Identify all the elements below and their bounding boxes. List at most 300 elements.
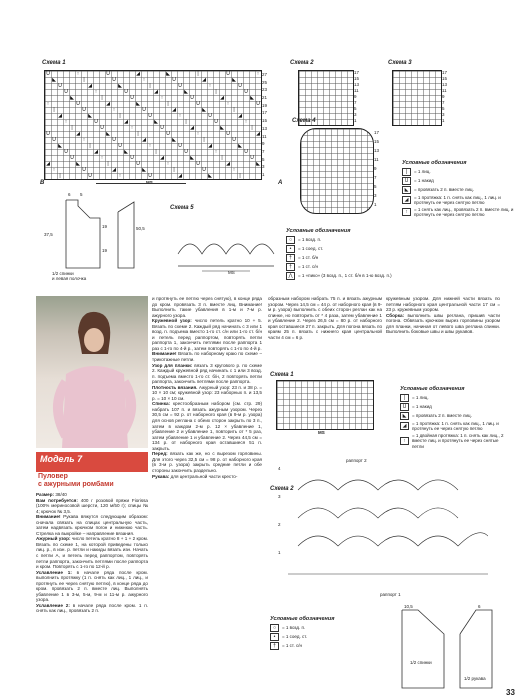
chart-symbol: ◣ [118, 83, 122, 89]
chart-symbol: ↑ [208, 83, 212, 89]
legend-symbol-icon: ◣ [402, 186, 411, 194]
row-number: 13 [354, 82, 360, 87]
chart-symbol: | [83, 77, 85, 83]
legend-text: = 1 соед. ст. [282, 634, 308, 640]
legend-symbol-icon: ↑ [400, 437, 409, 445]
legend-bottom-crochet-title: Условные обозначения [270, 616, 335, 622]
row-number: 9 [354, 94, 357, 99]
chart-symbol: U [106, 71, 110, 77]
legend-symbol-icon: ○ [270, 624, 279, 632]
chart-symbol: ◣ [208, 173, 212, 179]
rapport1-label: раппорт 1 [380, 592, 401, 597]
chart-symbol: ◢ [58, 113, 62, 119]
chart-symbol: U [118, 143, 122, 149]
chart-symbol: ↑ [244, 119, 248, 125]
row-number: 3 [374, 193, 377, 198]
chart-symbol: U [160, 125, 164, 131]
legend-symbol-icon: ↑ [402, 208, 411, 216]
model-number: Модель 7 [40, 454, 83, 464]
chart-symbol: ◣ [190, 155, 194, 161]
row-number: 17 [374, 130, 380, 135]
chart-symbol: ◢ [160, 155, 164, 161]
row-number: 7 [374, 175, 377, 180]
row-number: 4 [278, 466, 281, 471]
legend-symbol-icon: ◢ [402, 196, 411, 204]
row-number: 3 [278, 494, 281, 499]
chart-symbol: | [239, 173, 241, 179]
chart-symbol: ◢ [124, 119, 128, 125]
scheme5-ms: MS [228, 270, 235, 275]
legend-symbol-icon: † [286, 263, 295, 271]
chart-symbol: ↑ [256, 71, 260, 77]
row-number: 23 [262, 87, 268, 93]
legend-text: = 1 накид [412, 404, 432, 410]
scheme2b-rows [278, 466, 286, 578]
legend-symbol-icon: ◢ [400, 422, 409, 430]
legend-item [270, 624, 390, 632]
chart-symbol: | [233, 107, 235, 113]
paragraph: Перед: вязать как же, но с вырезом горловины. Для этого через 32,5 см = 98 р. от наборного края (в 3-м р. узора) закрыть средние петли и обе стороны закончить раздельно. [152, 451, 262, 473]
legend-symbol-icon: † [270, 642, 279, 650]
legend-item [286, 254, 398, 262]
rapport2-label: раппорт 2 [346, 458, 367, 463]
legend-item [286, 263, 398, 271]
chart-symbol: U [124, 89, 128, 95]
chart-symbol: ◣ [250, 95, 254, 101]
chart-symbol: U [130, 155, 134, 161]
chart-symbol: U [82, 167, 86, 173]
chart-symbol: ◣ [256, 161, 260, 167]
legend-text: = 1 накид [414, 178, 434, 184]
row-number: 5 [262, 156, 265, 162]
paragraph: Спинка: крестообразным набором (см. стр. 29) набрать 107 п. и вязать ажурным узором. Через 30,5 см = 92 р. от наборного края (в 9-м р. узора) для основ реглана с обеих сторон закрыть по 3 п., затем в каждом 2-м р. 12 × убавление 1, убавление 2 и убавление 1, повторить от * 5 раз, затем убавление 1 и убавление 2. Через 44,5 см = 134 р. от наборного края оставшиеся 51 п. закрыть. [152, 401, 262, 451]
scheme1b-grid [276, 380, 374, 430]
row-number: 1 [262, 171, 265, 177]
chart-symbol: U [178, 83, 182, 89]
paragraph: Уславление 2: в начале ряда после кром. 1 п. снять как лиц., провязать 2 п. [36, 602, 148, 614]
row-number: 13 [262, 125, 268, 131]
legend-text: = провязать 2 п. вместе лиц. [414, 187, 474, 193]
scheme1-title: Схема 1 [42, 60, 66, 66]
chart-symbol: U [238, 83, 242, 89]
paragraph: Внимание! Вязать по наборному краю по схеме – трикотажные петли. [152, 351, 262, 363]
chart-symbol: | [185, 119, 187, 125]
chart-symbol: U [58, 83, 62, 89]
chart-symbol: U [226, 131, 230, 137]
legend-symbol-icon: U [402, 177, 411, 185]
legend-text: = 1 протяжка: 1 п. снять как лиц., 1 лиц. и протянуть ее через снятую петлю [414, 195, 501, 206]
model-photo [36, 296, 148, 448]
legend-item [270, 642, 390, 650]
chart-symbol: U [148, 173, 152, 179]
repeat-bracket [96, 183, 186, 184]
legend-text: = 1 «пико» (3 возд. п., 1 ст. б/н в 1-ю возд. п.) [298, 273, 392, 279]
chart-symbol: ◢ [142, 137, 146, 143]
chart-symbol: | [101, 95, 103, 101]
chart-symbol: ↑ [94, 89, 98, 95]
chart-symbol: | [137, 131, 139, 137]
legend-symbol-icon: ◣ [400, 412, 409, 420]
chart-symbol: U [46, 131, 50, 137]
text-column-3 [268, 296, 382, 370]
row-number: 17 [262, 110, 268, 116]
row-number: 15 [262, 118, 268, 124]
chart-symbol: | [119, 113, 121, 119]
dim-37: 37,5 [44, 232, 53, 237]
chart-symbol: U [196, 161, 200, 167]
chart-symbol: U [112, 77, 116, 83]
dim-19a: 19 [102, 224, 108, 229]
row-number: 25 [262, 79, 268, 85]
legend-bottom-crochet [270, 616, 390, 651]
chart-symbol: U [256, 101, 260, 107]
page-number: 33 [506, 688, 515, 697]
chart-symbol: | [155, 149, 157, 155]
chart-symbol: U [232, 137, 236, 143]
chart-symbol: | [107, 161, 109, 167]
pattern-front [44, 192, 144, 282]
chart-symbol: U [148, 113, 152, 119]
chart-symbol: ◣ [70, 95, 74, 101]
chart-symbol: | [167, 101, 169, 107]
legend-item [402, 207, 522, 218]
scheme4-grid [300, 128, 374, 214]
legend-text: = 1 лиц. [412, 395, 429, 401]
sleeve-label: 1/2 рукава [464, 676, 486, 681]
chart-symbol: ◢ [202, 77, 206, 83]
legend-item [402, 177, 522, 185]
chart-symbol: ↑ [196, 131, 200, 137]
chart-symbol: | [251, 125, 253, 131]
paragraph: Ажурный узор: число петель кратно 8 + 1 + 2 кром. Вязать по схеме 1, на которой приведены только лиц. р., в изн. р. петли и накиды вязать изн. Начать с петли A, и петель перед раппортом, повторять петли раппорта, закончить петлями после раппорта и кром. Повторять с 1-го по 12-й р. [36, 536, 148, 570]
scheme1-grid [44, 70, 262, 180]
paragraph: Сборка: выполнить швы реглана, пришив части погона. Обвязать крючком вырез горловины узором для планки, начиная от левого шва реглана спинки. Выполнить боковые швы и швы рукавов. [386, 312, 500, 335]
row-number: 3 [354, 112, 357, 117]
legend-knit [402, 160, 522, 219]
legend-item [402, 195, 522, 206]
row-number: 2 [278, 522, 281, 527]
chart-symbol: U [130, 95, 134, 101]
chart-symbol: ◢ [256, 131, 260, 137]
scheme3-row-numbers [442, 70, 447, 124]
row-number: 9 [442, 94, 445, 99]
legend-knit-title: Условные обозначения [402, 160, 467, 166]
legend-text: = 1 соед. ст. [298, 246, 324, 252]
legend-symbol-icon: U [400, 403, 409, 411]
paragraph: Внимание! Рукава вяжутся следующим образом: сначала связать на спицах центральную часть, затем надвязать крючком погон и нижнюю часть. Стрелка на выкройке – направление вязания. [36, 514, 148, 536]
paragraph: кружевным узором. Для нижней части вязать по петлям наборного края центральной части 17 см = 23 р. кружевным узором. [386, 296, 500, 313]
chart-symbol: ↑ [226, 101, 230, 107]
chart-symbol: U [250, 155, 254, 161]
chart-symbol: U [214, 119, 218, 125]
chart-symbol: ◢ [154, 89, 158, 95]
chart-symbol: U [94, 119, 98, 125]
row-number: 5 [442, 106, 445, 111]
chart-symbol: U [46, 71, 50, 77]
chart-symbol: ◣ [136, 101, 140, 107]
chart-symbol: U [184, 149, 188, 155]
chart-symbol: ◢ [190, 125, 194, 131]
dim-50: 50,5 [136, 226, 145, 231]
model-title-2: с ажурными ромбами [38, 481, 114, 488]
chart-symbol: ◣ [76, 161, 80, 167]
pattern-back-sleeve-svg [392, 604, 508, 692]
chart-symbol: ◣ [172, 137, 176, 143]
chart-symbol: ↑ [76, 71, 80, 77]
scheme2b-svg [288, 466, 488, 586]
chart-symbol: ◢ [106, 101, 110, 107]
chart-symbol: U [64, 89, 68, 95]
chart-symbol: ◢ [220, 95, 224, 101]
caption-back: 1/2 спинки [52, 271, 74, 276]
chart-symbol: ◣ [142, 167, 146, 173]
chart-symbol: | [59, 173, 61, 179]
scheme4-row-numbers [374, 130, 379, 211]
chart-symbol: | [173, 167, 175, 173]
chart-symbol: ↑ [166, 161, 170, 167]
legend-bottom [400, 386, 510, 450]
legend-item [400, 394, 510, 402]
row-number: 1 [374, 202, 377, 207]
chart-symbol: U [208, 113, 212, 119]
chart-symbol: ◣ [88, 113, 92, 119]
legend-symbol-icon: † [286, 254, 295, 262]
paragraph: и протянуть ее петлю через снятую), в конце ряда до кром. провязать 3 п. вместе лиц. Внимание! Выполнить такие убавления в 1-м и 7-м р. ажурного узора. [152, 296, 262, 318]
chart-symbol: ↑ [52, 167, 56, 173]
chart-symbol: ◢ [172, 107, 176, 113]
chart-symbol: | [197, 71, 199, 77]
legend-crochet [286, 228, 398, 281]
scheme1-end-label: A [278, 180, 283, 186]
back-label: 1/2 спинки [410, 660, 432, 665]
chart-symbol: ◢ [88, 83, 92, 89]
row-number: 5 [354, 106, 357, 111]
chart-symbol: | [89, 143, 91, 149]
chart-symbol: ↑ [112, 107, 116, 113]
chart-symbol: ↑ [160, 95, 164, 101]
scheme1-repeat-label: MS [146, 180, 153, 185]
scheme5-title: Схема 5 [170, 205, 194, 211]
text-column-1 [36, 492, 148, 696]
row-number: 5 [374, 184, 377, 189]
row-number: 1 [278, 550, 281, 555]
row-number: 15 [354, 76, 360, 81]
legend-item [400, 433, 510, 449]
chart-symbol: U [88, 173, 92, 179]
row-number: 13 [442, 82, 448, 87]
pattern-back-sleeve [392, 604, 508, 692]
legend-text: = 1 ст. б/н [298, 255, 319, 261]
scheme2-title: Схема 2 [290, 60, 314, 66]
legend-text: = 1 двойная протяжка: 1 п. снять как лиц., 2 вместе лиц. и протянуть ее через снятые петли [412, 432, 504, 449]
chart-symbol: U [136, 161, 140, 167]
paragraph: Вам потребуется: 400 г розовой пряжи Fiorissa (100% мериносовой шерсти, 120 м/50 г); спицы № 4; крючок № 3,5. [36, 497, 148, 514]
chart-symbol: | [221, 155, 223, 161]
chart-symbol: U [178, 143, 182, 149]
legend-text: = 1 ст. с/н [298, 264, 318, 270]
scheme5-svg [170, 214, 280, 274]
row-number: 1 [354, 118, 357, 123]
row-number: 9 [262, 141, 265, 147]
chart-symbol: U [244, 89, 248, 95]
chart-symbol: U [142, 107, 146, 113]
legend-text: = 1 возд. п. [282, 625, 306, 631]
dim-bottom-b: 6 [478, 604, 481, 609]
chart-symbol: ◣ [106, 131, 110, 137]
row-number: 1 [442, 118, 445, 123]
chart-symbol: ↑ [100, 155, 104, 161]
chart-symbol: ◣ [232, 77, 236, 83]
legend-symbol-icon: • [270, 633, 279, 641]
chart-symbol: | [53, 107, 55, 113]
legend-text: = провязать 2 п. вместе лиц. [412, 413, 472, 419]
chart-symbol: ◢ [208, 143, 212, 149]
legend-text: = 1 ст. с/н [282, 643, 302, 649]
chart-symbol: ◣ [154, 119, 158, 125]
legend-symbol-icon: ○ [286, 236, 295, 244]
row-number: 11 [374, 157, 379, 162]
legend-text: = 1 возд. п. [298, 237, 322, 243]
legend-item [286, 245, 398, 253]
chart-symbol: U [166, 131, 170, 137]
chart-symbol: ◢ [136, 71, 140, 77]
row-number: 7 [354, 100, 357, 105]
scheme3-grid [392, 70, 442, 126]
chart-symbol: U [76, 101, 80, 107]
row-number: 27 [262, 72, 268, 77]
chart-symbol: ↑ [46, 101, 50, 107]
legend-bottom-title: Условные обозначения [400, 386, 465, 392]
chart-symbol: ◢ [94, 149, 98, 155]
scheme5-chart [170, 214, 280, 274]
legend-symbol-icon: | [402, 168, 411, 176]
chart-symbol: | [149, 83, 151, 89]
legend-symbol-icon: | [400, 394, 409, 402]
chart-symbol: ◣ [220, 125, 224, 131]
chart-symbol: U [226, 71, 230, 77]
dim-bottom-a: 10,5 [404, 604, 413, 609]
row-number: 13 [374, 148, 380, 153]
paragraph: Кружевной узор: число петель кратно 10 + 5. Вязать по схеме 2. Каждый ряд начинать с 3 или 1 возд. п. подъема вместо 1-го ст. с/н или 1-го ст. б/н и петель перед раппортом, повторять петли раппорта 1, закончить петлями после раппорта 1 раз с 1-го по 4-й р., затем повторять с 1-го по 4-й р. [152, 318, 262, 351]
scheme2b-title: Схема 2 [270, 486, 294, 492]
row-number: 19 [262, 102, 268, 108]
row-number: 9 [374, 166, 377, 171]
dim-5: 5 [80, 192, 83, 197]
chart-symbol: U [202, 167, 206, 173]
chart-symbol: ↑ [214, 149, 218, 155]
chart-symbol: | [203, 137, 205, 143]
chart-symbol: ◣ [52, 77, 56, 83]
model-photo-svg [36, 296, 148, 448]
legend-item [400, 421, 510, 432]
chart-symbol: ↑ [82, 137, 86, 143]
model-title-1: Пуловер [38, 473, 68, 480]
paragraph: Рукава: для центральной части кресто- [152, 473, 238, 479]
caption-front: и левая полочка [52, 276, 87, 281]
pattern-front-svg [44, 192, 144, 282]
row-number: 21 [262, 95, 268, 101]
legend-item [402, 186, 522, 194]
row-number: 17 [442, 70, 448, 75]
legend-item [286, 236, 398, 244]
chart-symbol: ◢ [76, 131, 80, 137]
chart-symbol: ◢ [238, 113, 242, 119]
chart-symbol: U [244, 149, 248, 155]
scheme1-row-numbers [262, 72, 274, 180]
chart-symbol: ◢ [112, 167, 116, 173]
chart-symbol: ↑ [148, 143, 152, 149]
chart-symbol: U [70, 155, 74, 161]
scheme1b-ms: MS [318, 430, 325, 435]
legend-symbol-icon: ⋀ [286, 272, 295, 280]
chart-symbol: ↑ [178, 113, 182, 119]
scheme3-title: Схема 3 [388, 60, 412, 66]
legend-item [270, 633, 390, 641]
chart-symbol: U [52, 137, 56, 143]
legend-item [286, 272, 398, 280]
scheme2-row-numbers [354, 70, 359, 124]
row-number: 15 [374, 139, 380, 144]
chart-symbol: ◢ [178, 173, 182, 179]
chart-symbol: ↑ [232, 167, 236, 173]
dim-6: 6 [68, 192, 71, 197]
dim-19b: 19 [102, 248, 108, 253]
chart-symbol: ◣ [166, 71, 170, 77]
text-column-2 [152, 296, 262, 696]
row-number: 17 [354, 70, 360, 75]
legend-item [402, 168, 522, 176]
text-column-4 [386, 296, 500, 370]
chart-symbol: ◢ [226, 161, 230, 167]
paragraph: Размер: 38/40 [36, 492, 67, 497]
paragraph: образным набором набрать 75 п. и вязать ажурным узором. Через 14,5 см = 44 р. от наборного края (в 9-м р. узора) выполнить с обеих сторон реглан как на спинке, но повторить от * 4 раза, затем убавление 1 и убавление 2. Через 26,5 см = 80 р. от наборного края оставшиеся 27 п. закрыть. Для погона вязать по краям 25 п. вязать с нижнего края центральной части 4 см = 6 р. [268, 296, 382, 340]
row-number: 3 [442, 112, 445, 117]
row-number: 11 [354, 88, 359, 93]
row-number: 11 [442, 88, 447, 93]
chart-symbol: ↑ [64, 119, 68, 125]
paragraph: Уславление 1: в начале ряда после кром. выполнить протяжку (1 п. снять как лиц., 1 лиц., и протянуть ее через снятую петлю), в конце ряда до кром. провязать 2 п. вместе лиц. Выполнять убавление 1 в 3-м, 5-м, 9-м и 11-м р. ажурного узора. [36, 569, 148, 603]
row-number: 15 [442, 76, 448, 81]
row-number: 11 [262, 133, 267, 139]
legend-text: = 1 протяжка: 1 п. снять как лиц., 1 лиц. и протянуть ее через снятую петлю [412, 421, 499, 432]
chart-symbol: ◣ [202, 107, 206, 113]
scheme1b-title: Схема 1 [270, 372, 294, 378]
legend-text: = 1 лиц. [414, 169, 431, 175]
row-number: 7 [262, 148, 265, 154]
row-number: 7 [442, 100, 445, 105]
chart-symbol: U [100, 125, 104, 131]
chart-symbol: ↑ [118, 173, 122, 179]
row-number: 3 [262, 164, 265, 170]
chart-symbol: U [172, 77, 176, 83]
paragraph: Узор для планки: вязать 3 кругового р. по схеме 2. Каждый кружевной ряд начинать с 1 или 3 возд. п. подъема вместо 1-го ст. б/н, 2 повторять петли раппорта, закончить петлями после раппорта. [152, 362, 262, 385]
paragraph: Плотность вязания. Ажурный узор: 23 п. и 38 р. = 10 × 10 см; кружевной узор: 23 наборных п. и 13,5 р. = 10 × 10 см. [152, 384, 262, 401]
chart-symbol: ◣ [238, 143, 242, 149]
legend-symbol-icon: • [286, 245, 295, 253]
chart-symbol: ◢ [46, 161, 50, 167]
scheme4-title: Схема 4 [292, 118, 316, 124]
chart-symbol: ◣ [184, 89, 188, 95]
legend-text: = 1 снять как лиц., провязать 2 п. вместе лиц. и протянуть ее через снятую петлю [414, 206, 514, 218]
chart-symbol: U [64, 149, 68, 155]
chart-symbol: | [71, 125, 73, 131]
legend-item [400, 403, 510, 411]
chart-symbol: ↑ [142, 77, 146, 83]
model-banner [36, 452, 148, 472]
chart-symbol: U [190, 95, 194, 101]
chart-symbol: ◣ [124, 149, 128, 155]
chart-symbol: U [82, 107, 86, 113]
